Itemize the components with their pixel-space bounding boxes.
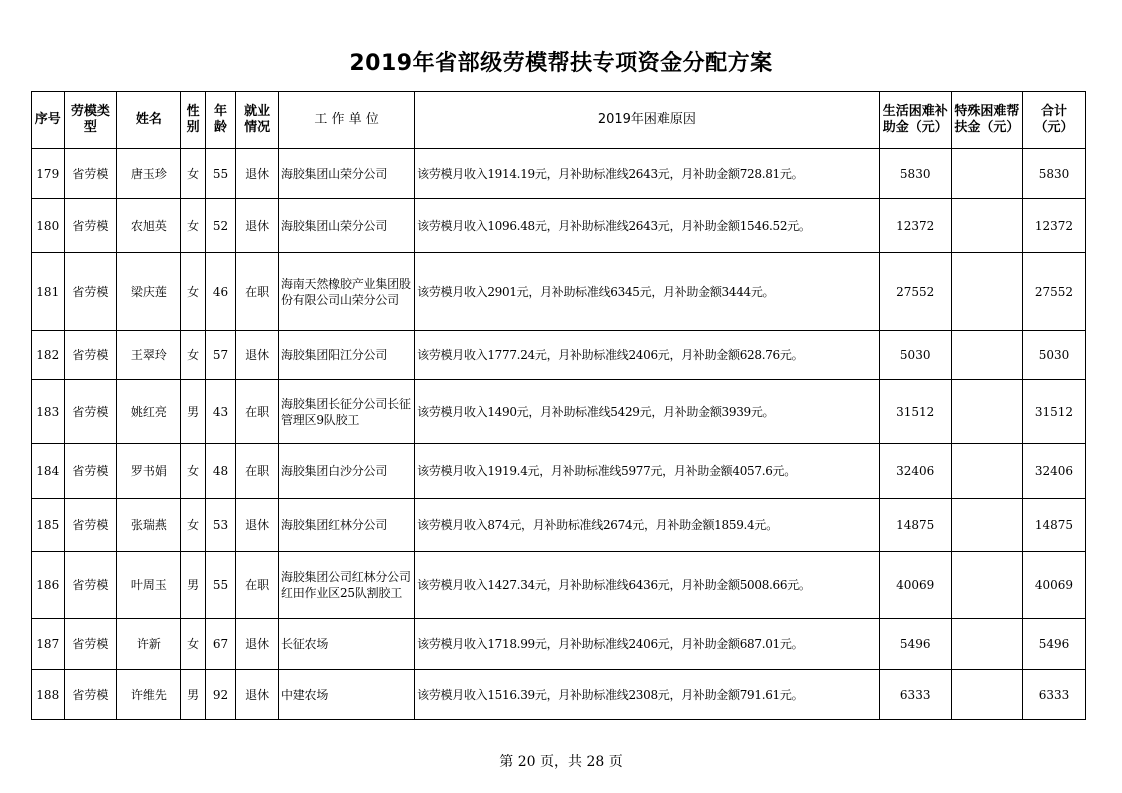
cell-total: 40069: [1022, 552, 1085, 619]
cell-unit: 海胶集团山荣分公司: [278, 149, 414, 199]
cell-employment: 在职: [236, 380, 279, 444]
cell-age: 67: [205, 619, 235, 670]
cell-type: 省劳模: [64, 552, 117, 619]
cell-type: 省劳模: [64, 670, 117, 720]
cell-seq: 179: [32, 149, 65, 199]
cell-seq: 185: [32, 499, 65, 552]
cell-employment: 退休: [236, 670, 279, 720]
col-header-gender: 性别: [181, 92, 205, 149]
cell-total: 6333: [1022, 670, 1085, 720]
cell-reason: 该劳模月收入874元，月补助标准线2674元，月补助金额1859.4元。: [415, 499, 879, 552]
cell-reason: 该劳模月收入1777.24元，月补助标准线2406元，月补助金额628.76元。: [415, 331, 879, 380]
cell-seq: 187: [32, 619, 65, 670]
table-header-row: [32, 92, 1086, 149]
cell-gender: 女: [181, 444, 205, 499]
page-footer: 第 20 页，共 28 页: [499, 754, 623, 770]
cell-total: 31512: [1022, 380, 1085, 444]
table-row: [32, 331, 1086, 380]
cell-employment: 退休: [236, 199, 279, 253]
cell-living-subsidy: 12372: [879, 199, 951, 253]
cell-seq: 188: [32, 670, 65, 720]
cell-living-subsidy: 5496: [879, 619, 951, 670]
cell-employment: 退休: [236, 619, 279, 670]
cell-living-subsidy: 5030: [879, 331, 951, 380]
cell-total: 5830: [1022, 149, 1085, 199]
cell-name: 张瑞燕: [117, 499, 181, 552]
cell-age: 43: [205, 380, 235, 444]
table-row: [32, 552, 1086, 619]
cell-reason: 该劳模月收入1718.99元，月补助标准线2406元，月补助金额687.01元。: [415, 619, 879, 670]
table-row: [32, 670, 1086, 720]
cell-living-subsidy: 40069: [879, 552, 951, 619]
page-title: 2019年省部级劳模帮扶专项资金分配方案: [349, 51, 773, 76]
cell-type: 省劳模: [64, 149, 117, 199]
cell-special-aid: [951, 444, 1022, 499]
cell-seq: 182: [32, 331, 65, 380]
cell-employment: 在职: [236, 444, 279, 499]
cell-age: 92: [205, 670, 235, 720]
cell-living-subsidy: 14875: [879, 499, 951, 552]
cell-unit: 中建农场: [278, 670, 414, 720]
cell-employment: 退休: [236, 331, 279, 380]
cell-living-subsidy: 27552: [879, 253, 951, 331]
col-header-unit: 工 作 单 位: [278, 92, 414, 149]
cell-seq: 181: [32, 253, 65, 331]
cell-name: 梁庆莲: [117, 253, 181, 331]
col-header-reason: 2019年困难原因: [415, 92, 879, 149]
cell-age: 52: [205, 199, 235, 253]
cell-type: 省劳模: [64, 253, 117, 331]
cell-name: 王翠玲: [117, 331, 181, 380]
cell-special-aid: [951, 552, 1022, 619]
cell-gender: 女: [181, 149, 205, 199]
cell-seq: 183: [32, 380, 65, 444]
cell-unit: 海胶集团红林分公司: [278, 499, 414, 552]
cell-gender: 男: [181, 380, 205, 444]
cell-type: 省劳模: [64, 199, 117, 253]
cell-living-subsidy: 31512: [879, 380, 951, 444]
cell-living-subsidy: 6333: [879, 670, 951, 720]
col-header-age: 年龄: [205, 92, 235, 149]
cell-unit: 长征农场: [278, 619, 414, 670]
cell-name: 许维先: [117, 670, 181, 720]
cell-gender: 女: [181, 253, 205, 331]
cell-seq: 186: [32, 552, 65, 619]
cell-special-aid: [951, 331, 1022, 380]
cell-reason: 该劳模月收入1490元，月补助标准线5429元，月补助金额3939元。: [415, 380, 879, 444]
cell-reason: 该劳模月收入1427.34元，月补助标准线6436元，月补助金额5008.66元。: [415, 552, 879, 619]
cell-gender: 女: [181, 331, 205, 380]
table-row: [32, 380, 1086, 444]
cell-age: 55: [205, 552, 235, 619]
cell-reason: 该劳模月收入1096.48元，月补助标准线2643元，月补助金额1546.52元。: [415, 199, 879, 253]
cell-living-subsidy: 5830: [879, 149, 951, 199]
table-row: [32, 199, 1086, 253]
cell-reason: 该劳模月收入1919.4元，月补助标准线5977元，月补助金额4057.6元。: [415, 444, 879, 499]
cell-total: 27552: [1022, 253, 1085, 331]
cell-special-aid: [951, 149, 1022, 199]
cell-living-subsidy: 32406: [879, 444, 951, 499]
table-row: [32, 444, 1086, 499]
col-header-total: 合计（元）: [1022, 92, 1085, 149]
cell-special-aid: [951, 253, 1022, 331]
cell-type: 省劳模: [64, 444, 117, 499]
cell-total: 5030: [1022, 331, 1085, 380]
col-header-living-subsidy: 生活困难补助金（元）: [879, 92, 951, 149]
cell-employment: 退休: [236, 499, 279, 552]
cell-unit: 海胶集团阳江分公司: [278, 331, 414, 380]
cell-seq: 184: [32, 444, 65, 499]
cell-unit: 海胶集团公司红林分公司红田作业区25队割胶工: [278, 552, 414, 619]
cell-employment: 退休: [236, 149, 279, 199]
table-row: [32, 253, 1086, 331]
cell-unit: 海南天然橡胶产业集团股份有限公司山荣分公司: [278, 253, 414, 331]
cell-employment: 在职: [236, 253, 279, 331]
cell-name: 叶周玉: [117, 552, 181, 619]
cell-seq: 180: [32, 199, 65, 253]
cell-gender: 女: [181, 199, 205, 253]
cell-gender: 男: [181, 670, 205, 720]
cell-special-aid: [951, 499, 1022, 552]
cell-reason: 该劳模月收入1914.19元，月补助标准线2643元，月补助金额728.81元。: [415, 149, 879, 199]
cell-unit: 海胶集团山荣分公司: [278, 199, 414, 253]
col-header-type: 劳模类型: [64, 92, 117, 149]
table-row: [32, 499, 1086, 552]
table-row: [32, 619, 1086, 670]
cell-reason: 该劳模月收入1516.39元，月补助标准线2308元，月补助金额791.61元。: [415, 670, 879, 720]
cell-gender: 男: [181, 552, 205, 619]
cell-age: 57: [205, 331, 235, 380]
cell-gender: 女: [181, 499, 205, 552]
cell-gender: 女: [181, 619, 205, 670]
cell-age: 55: [205, 149, 235, 199]
cell-total: 32406: [1022, 444, 1085, 499]
col-header-special-aid: 特殊困难帮扶金（元）: [951, 92, 1022, 149]
cell-age: 48: [205, 444, 235, 499]
cell-age: 46: [205, 253, 235, 331]
cell-name: 许新: [117, 619, 181, 670]
col-header-seq: 序号: [32, 92, 65, 149]
cell-employment: 在职: [236, 552, 279, 619]
cell-special-aid: [951, 199, 1022, 253]
col-header-employment: 就业情况: [236, 92, 279, 149]
cell-special-aid: [951, 670, 1022, 720]
cell-total: 14875: [1022, 499, 1085, 552]
cell-total: 5496: [1022, 619, 1085, 670]
cell-type: 省劳模: [64, 619, 117, 670]
cell-type: 省劳模: [64, 380, 117, 444]
subsidy-table: [31, 91, 1086, 720]
cell-name: 罗书娟: [117, 444, 181, 499]
cell-special-aid: [951, 619, 1022, 670]
table-row: [32, 149, 1086, 199]
cell-unit: 海胶集团白沙分公司: [278, 444, 414, 499]
cell-type: 省劳模: [64, 331, 117, 380]
cell-name: 唐玉珍: [117, 149, 181, 199]
cell-reason: 该劳模月收入2901元，月补助标准线6345元，月补助金额3444元。: [415, 253, 879, 331]
col-header-name: 姓名: [117, 92, 181, 149]
cell-name: 姚红亮: [117, 380, 181, 444]
cell-unit: 海胶集团长征分公司长征管理区9队胶工: [278, 380, 414, 444]
cell-age: 53: [205, 499, 235, 552]
cell-type: 省劳模: [64, 499, 117, 552]
cell-total: 12372: [1022, 199, 1085, 253]
cell-special-aid: [951, 380, 1022, 444]
cell-name: 农旭英: [117, 199, 181, 253]
